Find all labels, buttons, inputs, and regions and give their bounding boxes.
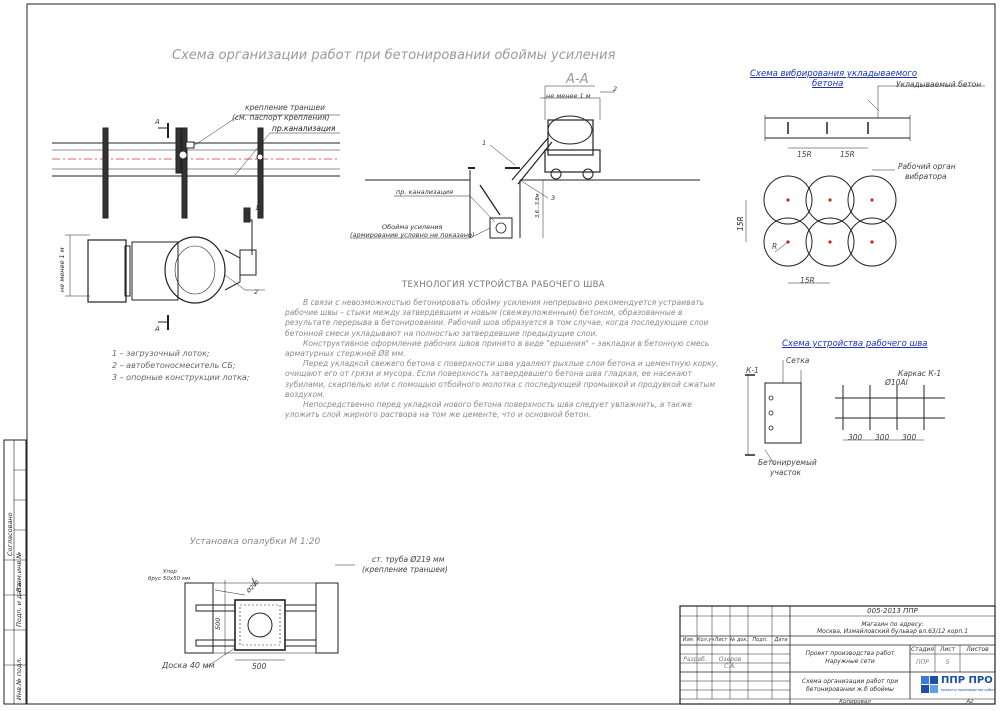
plan-number-1: 1 [255, 204, 260, 212]
header-sheet: Лист [714, 637, 728, 643]
concreted-label-1: Бетонируемый [758, 458, 817, 467]
doc-code: 005-2013 ППР [867, 607, 918, 615]
logo-text: ППР ПРО [941, 675, 993, 686]
dim-300-1: 300 [848, 433, 863, 442]
formwork-title: Установка опалубки М 1:20 [190, 537, 321, 547]
legend-item: 1 – загрузочный лоток; [112, 349, 210, 358]
logo-subtitle: проекты производства работ [941, 688, 996, 692]
section-number-2: 2 [613, 85, 618, 93]
section-number-1: 1 [482, 139, 487, 147]
author-name: Озеров С.А. [718, 656, 742, 670]
header-count: Кол.уч [697, 637, 715, 643]
pipe-label: ст. труба Ø219 мм [372, 555, 445, 564]
address-line-1: Магазин по адресу: [861, 621, 924, 628]
tech-body [285, 298, 725, 420]
section-view [350, 86, 700, 238]
shell-label: Обойма усиления [382, 223, 443, 231]
legend-item: 2 – автобетоносмеситель СБ; [112, 361, 236, 370]
tech-paragraph: Конструктивное оформление рабочих швов принято в виде "ершения" – закладки в бетонную смесь арматурных стержней Ø8 мм. [285, 338, 710, 359]
plan-min-1m-label: не менее 1 м [58, 247, 66, 292]
dim-500-horizontal: 500 [252, 662, 267, 671]
trench-support-label: крепление траншеи [245, 103, 325, 112]
dim-r-label: R [772, 242, 778, 251]
frame-label: Каркас К-1 [898, 369, 942, 378]
diameter-label: Ø290 [246, 579, 261, 595]
copied-label: Копировал [839, 699, 871, 705]
stage-value: ППР [916, 659, 929, 666]
header-doc: № док. [730, 637, 748, 643]
stop-label: Упор [163, 569, 177, 575]
depth-label: 3,6...3,8м [535, 193, 541, 218]
laid-concrete-label: Укладываемый бетон [896, 80, 982, 89]
shell-note: (армирование условно не показано) [350, 231, 475, 239]
side-stamp-sign-date: Подп. и дата [15, 582, 23, 627]
section-sewer-label: пр. канализация [396, 188, 454, 196]
logo-icon [921, 676, 938, 693]
plan-number-2: 2 [254, 288, 259, 296]
vibration-scheme [746, 86, 985, 283]
dim-15r-1: 15R [797, 150, 812, 159]
legend-item: 3 – опорные конструкции лотка; [112, 373, 250, 382]
dim-15r-vertical: 15R [736, 216, 745, 231]
sheet-header: Лист [939, 646, 956, 653]
stage-header: Стадия [910, 646, 935, 653]
header-change: Изм. [682, 637, 695, 643]
tech-paragraph: Перед укладкой свежего бетона с поверхности шва удаляют рыхлые слои бетона и цементную корку, очищают его от грязи и мусора. Если поверхность затвердевшего бетона шва гладкая, ее насекают зубилами, скарпелью или с помощью отбойного молотка с последующей промывкой и продувкой сжатым воздухом. [285, 359, 719, 399]
legend [112, 348, 249, 384]
side-stamp-inventory: Инв.№ подл. [15, 657, 23, 700]
section-label: А-А [566, 72, 589, 87]
mesh-label: Сетка [786, 356, 810, 365]
section-number-3: 3 [551, 194, 556, 202]
section-mark-bottom: А [155, 325, 160, 333]
sewer-label: пр.канализация [272, 124, 336, 133]
stop-note: брус 50х50 мм [148, 576, 191, 582]
sheet-title-line-1: Схема организации работ при [801, 678, 899, 685]
concreted-label-2: участок [770, 468, 802, 477]
tech-title: ТЕХНОЛОГИЯ УСТРОЙСТВА РАБОЧЕГО ШВА [402, 280, 605, 290]
sheet-value: 5 [945, 659, 950, 666]
side-stamp-agreed: Согласовано [6, 512, 14, 556]
vibrator-label: вибратора [905, 172, 947, 181]
tech-paragraph: В связи с невозможностью бетонировать обойму усиления непрерывно рекомендуется устраивать рабочие швы – стыки между затвердевшим и новым (свежеуложенным) бетоном, образованные в результате перерыва в бетонировании. Рабочий шов образуется в том случае, когда последующие слои бетонной смеси укладывают на полностью затвердевшие предыдущие слои. [285, 298, 709, 338]
vibro-title-2: бетона [812, 79, 844, 89]
dim-300-3: 300 [902, 433, 917, 442]
sheet-title-line-2: бетонировании ж.б обоймы [806, 686, 894, 693]
sheets-header: Листов [966, 646, 989, 653]
section-mark-top: А [155, 118, 160, 126]
tech-paragraph: Непосредственно перед укладкой нового бетона поверхность шва следует увлажнить, а также уложить слой жирного раствора на том же цементе, что и основной бетон. [285, 400, 692, 420]
format-label: А2 [966, 699, 974, 705]
bar-label: Ø10AI [885, 378, 908, 387]
address-line-2: Москва, Измайловский бульвар вл.63/12 корп.1 [816, 628, 969, 635]
vibro-title-1: Схема вибрирования укладываемого [750, 69, 918, 79]
header-sign: Подп. [752, 637, 768, 643]
working-part-label: Рабочий орган [898, 162, 956, 171]
dim-15r-2: 15R [840, 150, 855, 159]
main-title: Схема организации работ при бетонировании обоймы усиления [172, 48, 616, 63]
pipe-note: (крепление траншеи) [362, 565, 448, 574]
dim-300-2: 300 [875, 433, 890, 442]
trench-support-note: (см. паспорт крепления) [232, 113, 330, 122]
developed-label: Разраб. [683, 656, 707, 663]
dim-500-vertical: 500 [214, 617, 222, 630]
seam-title: Схема устройства рабочего шва [782, 339, 928, 349]
section-min-1m-label: не менее 1 м [546, 92, 591, 100]
formwork-view [185, 565, 355, 668]
project-line-2: Наружные сети [825, 658, 875, 665]
header-date: Дата [774, 637, 788, 643]
side-stamp-replacement: Взам.инв.№ [15, 552, 23, 592]
board-label: Доска 40 мм [162, 661, 215, 670]
k1-label: К-1 [746, 366, 759, 375]
project-line-1: Проект производства работ [805, 650, 895, 657]
dim-15r-3: 15R [800, 276, 815, 285]
